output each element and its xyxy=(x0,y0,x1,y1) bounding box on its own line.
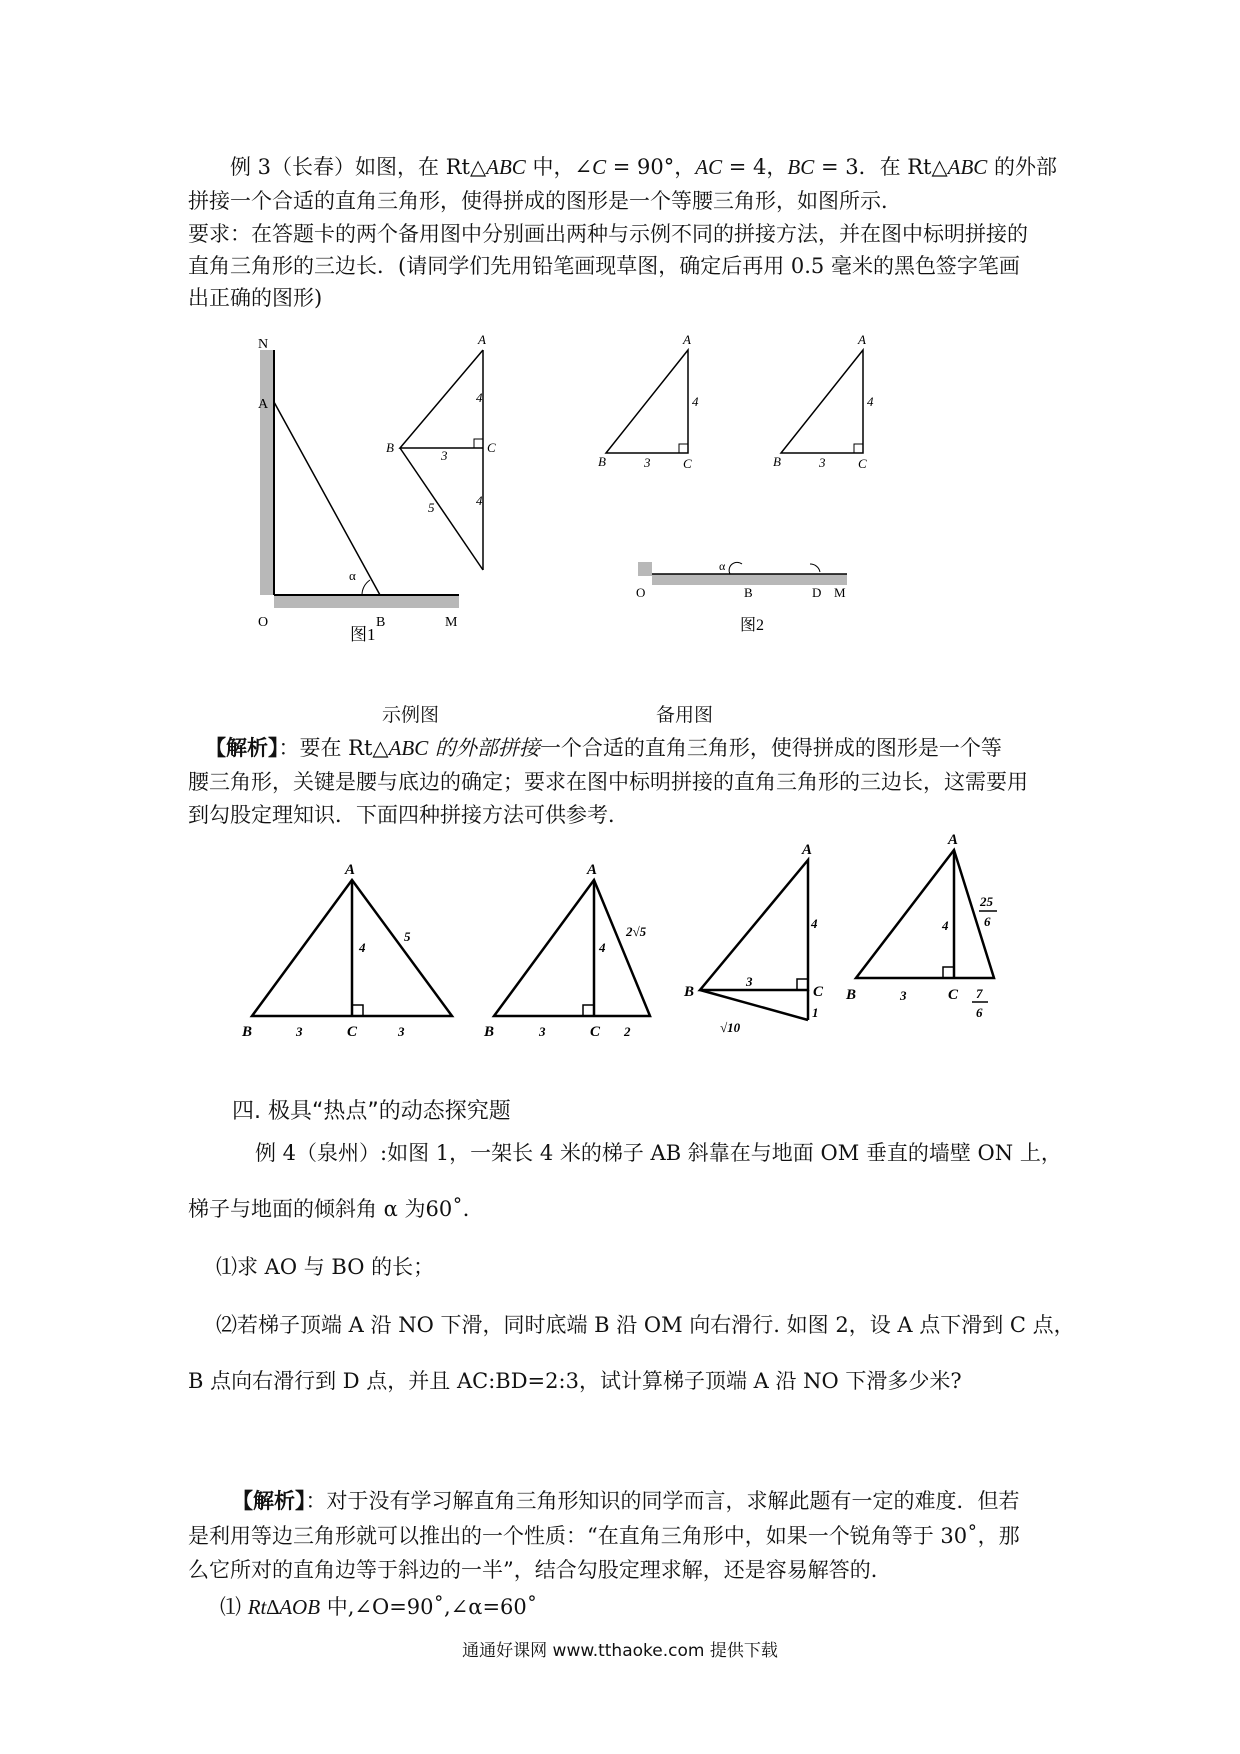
caption-spare: 备用图 xyxy=(656,704,714,726)
s4-label-B: B xyxy=(846,987,857,1003)
example3-line1: 例 3（长春）如图，在 Rt△ABC 中，∠C = 90°，AC = 4，BC = 3．在 Rt△ABC 的外部 xyxy=(230,155,1058,179)
solution-4 xyxy=(840,820,1030,1040)
fig1-label-A: A xyxy=(258,397,269,412)
question2-line1: ⑵若梯子顶端 A 沿 NO 下滑，同时底端 B 沿 OM 向右滑行. 如图 2，设 A 点下滑到 C 点， xyxy=(216,1313,1075,1337)
fig2-label-B: B xyxy=(744,585,753,600)
ex-tri-label-C: C xyxy=(487,440,496,455)
analysis1-line3: 到勾股定理知识．下面四种拼接方法可供参考． xyxy=(188,803,629,827)
spare2-side-bc: 3 xyxy=(819,455,826,470)
ex-tri-side-top: 4 xyxy=(476,390,483,405)
spare1-label-C: C xyxy=(683,456,692,471)
figure-2 xyxy=(630,560,870,645)
section4-heading: 四. 极具“热点”的动态探究题 xyxy=(232,1099,511,1124)
s2-label-C: C xyxy=(590,1024,601,1040)
spare-triangle-1 xyxy=(598,330,708,470)
spare2-label-B: B xyxy=(773,454,781,469)
s4-label-A: A xyxy=(948,832,959,848)
ex-tri-side-hyp: 5 xyxy=(428,500,435,515)
s1-label-C: C xyxy=(347,1024,358,1040)
s1-side-cd: 3 xyxy=(398,1024,405,1039)
s3-side-ac: 4 xyxy=(811,916,818,931)
s1-label-B: B xyxy=(242,1024,253,1040)
example4-line2: 梯子与地面的倾斜角 α 为60˚． xyxy=(188,1197,484,1221)
fig1-ladder xyxy=(274,402,380,595)
example3-line2: 拼接一个合适的直角三角形，使得拼成的图形是一个等腰三角形，如图所示． xyxy=(188,189,902,213)
analysis2-line4: ⑴ Rt∆AOB 中,∠O=90˚,∠α=60˚ xyxy=(220,1595,538,1619)
s1-label-A: A xyxy=(345,862,356,878)
s4-side-ac: 4 xyxy=(942,918,949,933)
s1-side-ac: 4 xyxy=(359,940,366,955)
ex-tri-side-bc: 3 xyxy=(441,448,448,463)
s3-side-bd: √10 xyxy=(720,1020,741,1035)
analysis2-line3: 么它所对的直角边等于斜边的一半”，结合勾股定理求解，还是容易解答的． xyxy=(188,1558,892,1582)
example4-line1: 例 4（泉州）:如图 1，一架长 4 米的梯子 AB 斜靠在与地面 OM 垂直的墙壁 ON 上， xyxy=(255,1141,1062,1165)
spare2-side-ac: 4 xyxy=(867,394,874,409)
question1: ⑴求 AO 与 BO 的长； xyxy=(216,1255,435,1279)
solution-3 xyxy=(680,840,850,1060)
ex-tri-label-B: B xyxy=(386,440,394,455)
analysis2-line2: 是利用等边三角形就可以推出的一个性质：“在直角三角形中，如果一个锐角等于 30˚，那 xyxy=(188,1524,1020,1548)
fig1-label-O: O xyxy=(258,615,269,630)
spare1-side-bc: 3 xyxy=(644,455,651,470)
fig1-label-N: N xyxy=(258,337,269,352)
fig2-label-M: M xyxy=(834,585,846,600)
s4-hyp-den: 6 xyxy=(984,914,991,929)
spare1-side-ac: 4 xyxy=(692,394,699,409)
s3-label-B: B xyxy=(684,984,695,1000)
ex-tri-side-bottom: 4 xyxy=(476,493,483,508)
solution-2 xyxy=(480,840,680,1040)
s2-side-hyp: 2√5 xyxy=(626,924,647,939)
fig1-wall xyxy=(260,350,274,595)
s3-label-C: C xyxy=(813,984,824,1000)
s3-label-A: A xyxy=(802,842,813,858)
analysis2-line1: 【解析】：对于没有学习解直角三角形知识的同学而言，求解此题有一定的难度．但若 xyxy=(232,1488,1020,1513)
s2-label-A: A xyxy=(587,862,598,878)
s1-side-hyp: 5 xyxy=(404,929,411,944)
s3-side-bc: 3 xyxy=(746,974,753,989)
fig1-label-alpha: α xyxy=(349,568,356,583)
fig1-ground xyxy=(274,595,459,608)
ex-tri-label-A: A xyxy=(478,332,486,347)
example-triangle xyxy=(380,330,496,590)
example3-line3: 要求：在答题卡的两个备用图中分别画出两种与示例不同的拼接方法，并在图中标明拼接的 xyxy=(188,222,1028,246)
spare1-label-A: A xyxy=(683,332,691,347)
spare1-label-B: B xyxy=(598,454,606,469)
spare2-label-A: A xyxy=(858,332,866,347)
fig1-label-M: M xyxy=(445,615,458,630)
fig2-label-D: D xyxy=(812,585,822,600)
s1-side-bc: 3 xyxy=(296,1024,303,1039)
example3-line5: 出正确的图形) xyxy=(188,286,323,310)
fig1-label-B: B xyxy=(376,615,386,630)
s2-side-ac: 4 xyxy=(599,940,606,955)
s4-cd-den: 6 xyxy=(976,1005,983,1020)
s2-side-cd: 2 xyxy=(624,1024,631,1039)
caption-example: 示例图 xyxy=(382,704,440,726)
footer-watermark: 通通好课网 www.tthaoke.com 提供下载 xyxy=(462,1641,778,1661)
spare-triangle-2 xyxy=(773,330,883,470)
s4-side-bc: 3 xyxy=(900,988,907,1003)
s4-hyp-num: 25 xyxy=(980,894,993,909)
solution-1 xyxy=(238,840,468,1040)
s4-cd-num: 7 xyxy=(976,986,983,1001)
example3-line4: 直角三角形的三边长．(请同学们先用铅笔画现草图，确定后再用 0.5 毫米的黑色签字笔画 xyxy=(188,254,1020,278)
spare2-label-C: C xyxy=(858,456,867,471)
fig1-caption: 图1 xyxy=(350,625,376,644)
analysis1-line1: 【解析】：要在 Rt△ABC 的外部拼接一个合适的直角三角形，使得拼成的图形是一个等 xyxy=(205,735,1002,760)
s2-side-bc: 3 xyxy=(539,1024,546,1039)
fig2-label-O: O xyxy=(636,585,646,600)
fig2-label-alpha: α xyxy=(719,559,726,573)
fig2-caption: 图2 xyxy=(740,617,765,634)
s2-label-B: B xyxy=(484,1024,495,1040)
s3-side-cd: 1 xyxy=(812,1005,819,1020)
analysis1-line2: 腰三角形，关键是腰与底边的确定；要求在图中标明拼接的直角三角形的三边长，这需要用 xyxy=(188,770,1028,794)
s4-label-C: C xyxy=(948,987,959,1003)
question2-line2: B 点向右滑行到 D 点，并且 AC:BD=2:3，试计算梯子顶端 A 沿 NO 下滑多少米? xyxy=(188,1369,962,1393)
